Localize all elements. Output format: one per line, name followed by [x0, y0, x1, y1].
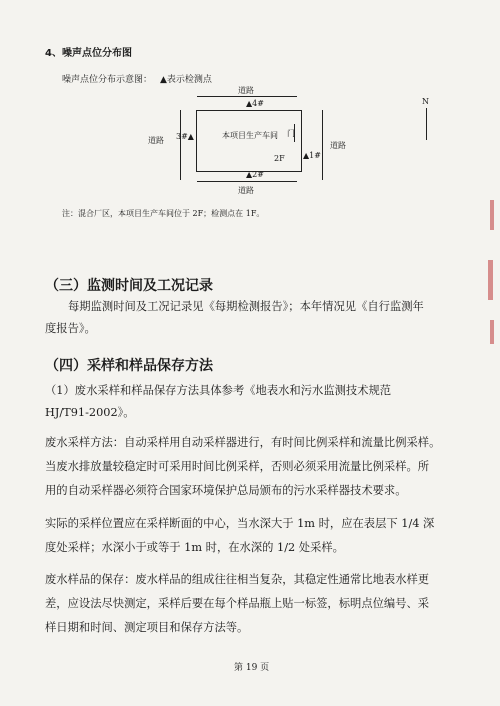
diagram-legend: ▲表示检测点 [160, 75, 212, 85]
section4-line: 废水采样方法：自动采样用自动采样器进行，有时间比例采样和流量比例采样。 [45, 436, 441, 449]
road-right-line [322, 110, 323, 180]
point-1: ▲1# [303, 151, 321, 160]
section3-para-line2: 度报告》。 [45, 322, 96, 335]
section3-para-line1: 每期监测时间及工况记录见《每期检测报告》；本年情况见《自行监测年 [68, 300, 424, 313]
stamp-edge-mark [490, 320, 494, 344]
page-number: 第 19 页 [234, 663, 270, 673]
section4-line: 样日期和时间、测定项目和保存方法等。 [45, 621, 249, 634]
stamp-edge-mark [490, 200, 494, 230]
section4-title: （四）采样和样品保存方法 [45, 358, 213, 374]
section4-line: （1）废水采样和样品保存方法具体参考《地表水和污水监测技术规范 [45, 384, 392, 397]
section4-line: 实际的采样位置应在采样断面的中心，当水深大于 1m 时，应在表层下 1/4 深 [45, 517, 435, 530]
road-bottom-label: 道路 [238, 186, 254, 195]
section4-line: HJ/T91-2002》。 [45, 406, 135, 419]
section3-title: （三）监测时间及工况记录 [45, 278, 213, 294]
section4-line: 废水样品的保存：废水样品的组成往往相当复杂，其稳定性通常比地表水样更 [45, 573, 430, 586]
door-label: 门 [287, 129, 295, 138]
north-label: N [422, 97, 429, 106]
section4-line: 度处采样；水深小于或等于 1m 时，在水深的 1/2 处采样。 [45, 541, 344, 554]
road-left-label: 道路 [148, 136, 164, 145]
road-bottom-line [197, 181, 297, 182]
stamp-edge-mark [488, 260, 493, 300]
road-right-label: 道路 [330, 141, 346, 150]
road-left-line [180, 110, 181, 180]
section-heading-noise: 4、噪声点位分布图 [45, 48, 132, 59]
door-gap [294, 124, 301, 142]
point-2: ▲2# [246, 170, 264, 179]
diagram-note: 注：混合厂区，本项目生产车间位于 2F；检测点在 1F。 [62, 209, 265, 218]
workshop-box [196, 110, 302, 172]
workshop-label: 本项目生产车间 [222, 131, 278, 140]
point-4: ▲4# [246, 99, 264, 108]
road-top-line [197, 96, 297, 97]
point-3: 3#▲ [176, 132, 194, 141]
diagram-caption: 噪声点位分布示意图： [62, 75, 153, 85]
section4-line: 用的自动采样器必须符合国家环境保护总局颁布的污水采样器技术要求。 [45, 484, 407, 497]
north-arrow-icon [426, 108, 427, 140]
floor-label: 2F [274, 154, 285, 163]
road-top-label: 道路 [238, 86, 254, 95]
section4-line: 当废水排放量较稳定时可采用时间比例采样，否则必须采用流量比例采样。所 [45, 460, 430, 473]
section4-line: 差，应设法尽快测定，采样后要在每个样品瓶上贴一标签，标明点位编号、采 [45, 597, 430, 610]
